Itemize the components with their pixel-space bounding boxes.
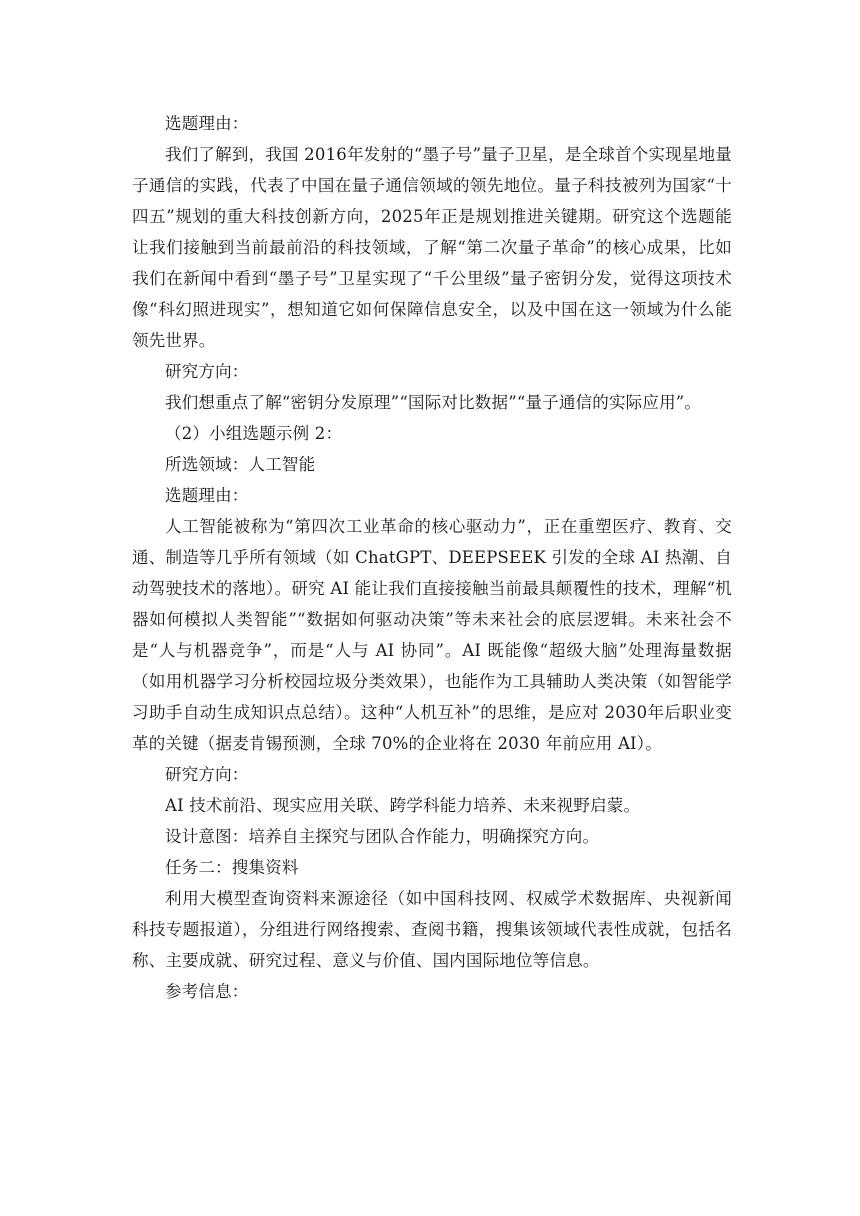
document-body [132, 108, 732, 1007]
heading-research-direction-1: 研究方向： [165, 362, 249, 381]
paragraph-quantum-reason: 我们了解到，我国 2016年发射的“墨子号”量子卫星，是全球首个实现星地量子通信的实践，代表了中国在量子通信领域的领先地位。量子科技被列为国家“十四五”规划的重大科技创新方向，2025年正是规划推进关键期。研究这个选题能让我们接触到当前最前沿的科技领域，了解“第二次量子革命”的核心成果，比如我们在新闻中看到“墨子号”卫星实现了“千公里级”量子密钥分发，觉得这项技术像“科幻照进现实”，想知道它如何保障信息安全，以及中国在这一领域为什么能领先世界。 [132, 145, 732, 350]
paragraph-ai-direction: AI 技术前沿、现实应用关联、跨学科能力培养、未来视野启蒙。 [165, 796, 641, 815]
heading-topic-reason-1: 选题理由： [165, 114, 249, 133]
heading-task-two: 任务二：搜集资料 [165, 858, 299, 877]
paragraph-collect-materials: 利用大模型查询资料来源途径（如中国科技网、权威学术数据库、央视新闻科技专题报道），分组进行网络搜索、查阅书籍，搜集该领域代表性成就，包括名称、主要成就、研究过程、意义与价值、国内国际地位等信息。 [132, 889, 732, 970]
paragraph-ai-reason: 人工智能被称为“第四次工业革命的核心驱动力”，正在重塑医疗、教育、交通、制造等几乎所有领域（如 ChatGPT、DEEPSEEK 引发的全球 AI 热潮、自动驾驶技术的落地）。研究 AI 能让我们直接接触当前最具颠覆性的技术，理解“机器如何模拟人类智能”“数据如何驱动决策”等未来社会的底层逻辑。未来社会不是“人与机器竞争”，而是“人与 AI 协同”。AI 既能像“超级大脑”处理海量数据（如用机器学习分析校园垃圾分类效果），也能作为工具辅助人类决策（如智能学习助手自动生成知识点总结）。这种“人机互补”的思维，是应对 2030年后职业变革的关键（据麦肯锡预测，全球 70%的企业将在 2030 年前应用 AI）。 [132, 517, 732, 753]
paragraph-selected-field: 所选领域：人工智能 [165, 455, 316, 474]
heading-research-direction-2: 研究方向： [165, 765, 249, 784]
paragraph-design-intent: 设计意图：培养自主探究与团队合作能力，明确探究方向。 [165, 827, 600, 846]
paragraph-quantum-direction: 我们想重点了解“密钥分发原理”“国际对比数据”“量子通信的实际应用”。 [165, 393, 702, 412]
heading-group-example-2: （2）小组选题示例 2： [165, 424, 343, 443]
heading-reference-info: 参考信息： [165, 982, 249, 1001]
heading-topic-reason-2: 选题理由： [165, 486, 249, 505]
